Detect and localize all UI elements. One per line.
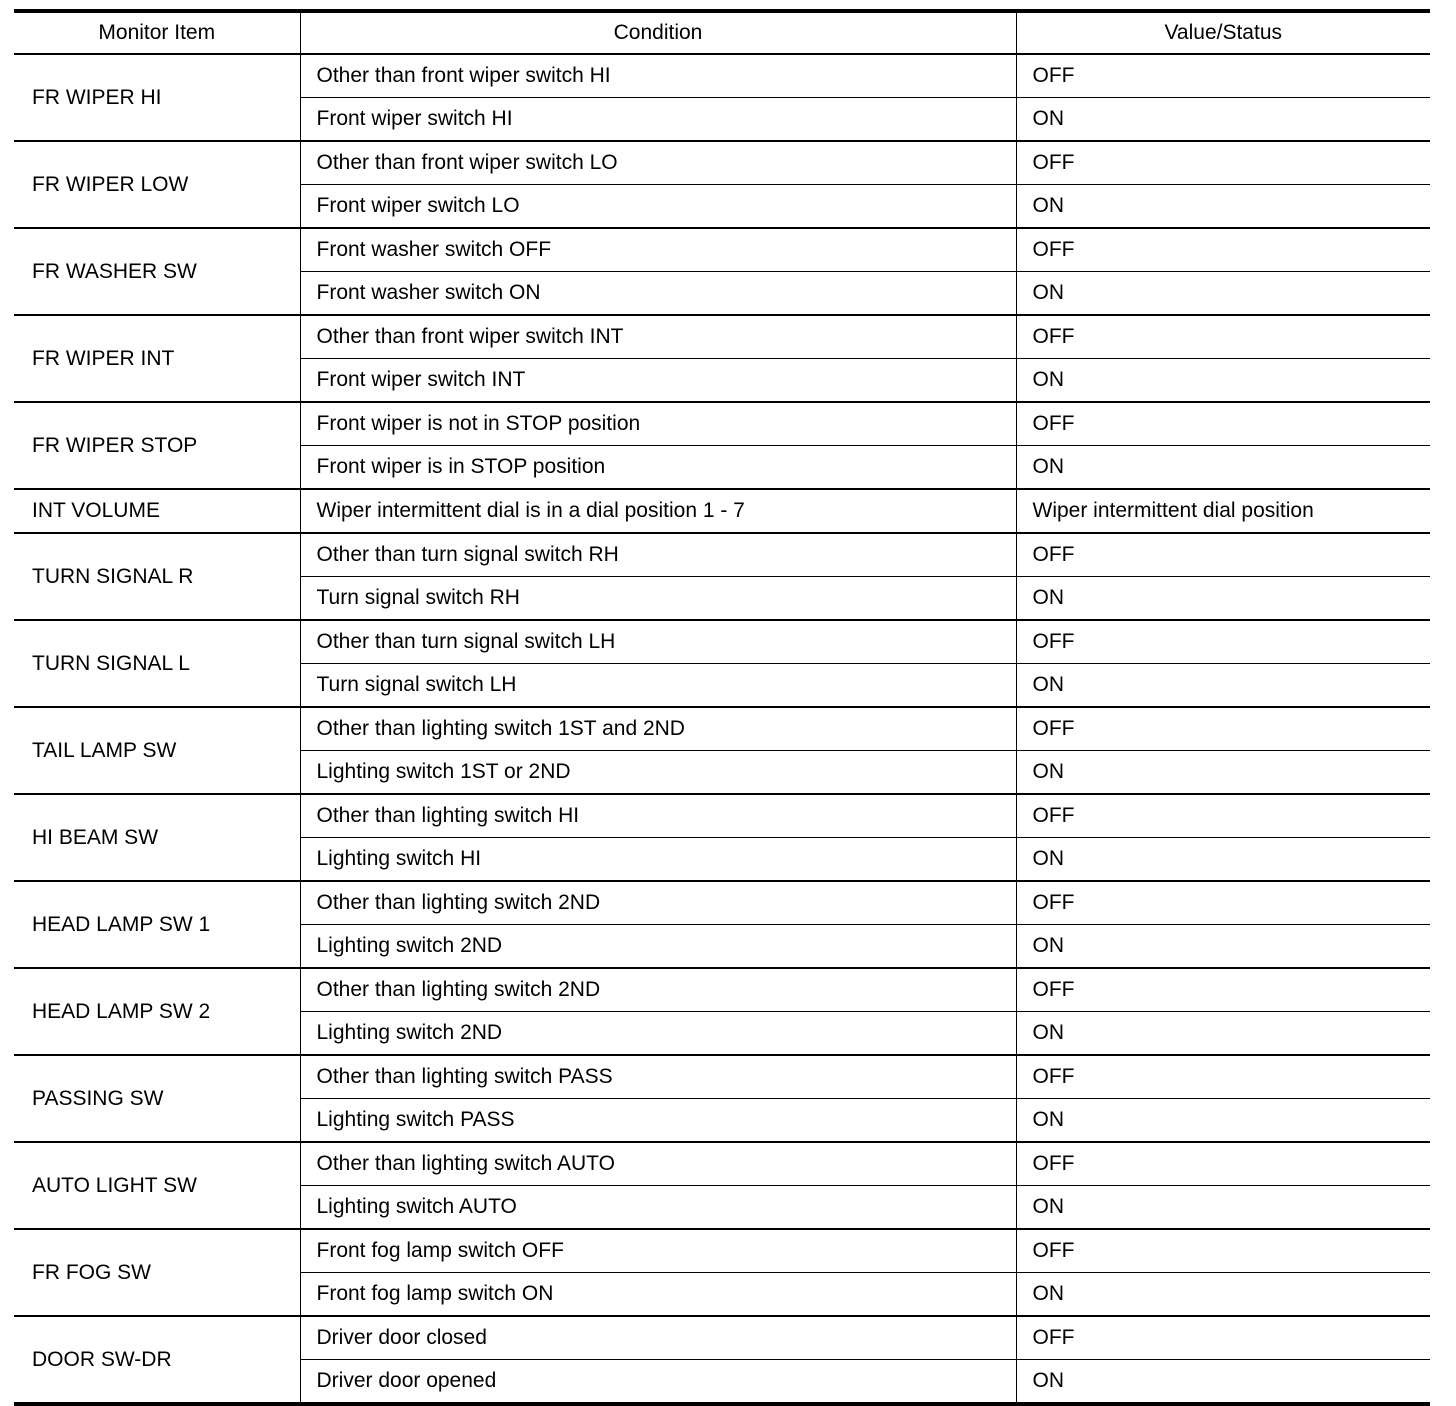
condition-cell: Front fog lamp switch ON <box>300 1273 1016 1317</box>
table-row <box>14 881 1430 925</box>
monitor-item-table <box>14 9 1430 1406</box>
table-header <box>14 11 1430 54</box>
value-status-cell: ON <box>1016 838 1430 882</box>
condition-cell: Other than front wiper switch LO <box>300 141 1016 185</box>
value-status-cell: ON <box>1016 664 1430 708</box>
table-row <box>14 1055 1430 1099</box>
header-row <box>14 11 1430 54</box>
value-status-cell: OFF <box>1016 141 1430 185</box>
table-row <box>14 620 1430 664</box>
table-body <box>14 54 1430 1404</box>
condition-cell: Front washer switch OFF <box>300 228 1016 272</box>
table-row <box>14 54 1430 98</box>
condition-cell: Lighting switch PASS <box>300 1099 1016 1143</box>
condition-cell: Lighting switch 2ND <box>300 925 1016 969</box>
condition-cell: Front washer switch ON <box>300 272 1016 316</box>
condition-cell: Front wiper is in STOP position <box>300 446 1016 490</box>
value-status-cell: OFF <box>1016 707 1430 751</box>
value-status-cell: OFF <box>1016 1229 1430 1273</box>
condition-cell: Wiper intermittent dial is in a dial position 1 - 7 <box>300 489 1016 533</box>
condition-cell: Front wiper switch INT <box>300 359 1016 403</box>
value-status-cell: OFF <box>1016 620 1430 664</box>
value-status-cell: OFF <box>1016 1055 1430 1099</box>
value-status-cell: ON <box>1016 185 1430 229</box>
condition-cell: Lighting switch 2ND <box>300 1012 1016 1056</box>
table-row <box>14 1316 1430 1360</box>
condition-cell: Other than lighting switch 2ND <box>300 881 1016 925</box>
value-status-cell: ON <box>1016 751 1430 795</box>
value-status-cell: ON <box>1016 1360 1430 1405</box>
condition-cell: Other than turn signal switch LH <box>300 620 1016 664</box>
condition-cell: Front wiper is not in STOP position <box>300 402 1016 446</box>
monitor-item-cell: TURN SIGNAL R <box>14 533 300 620</box>
table-row <box>14 402 1430 446</box>
monitor-item-cell: FR WIPER STOP <box>14 402 300 489</box>
header-condition: Condition <box>300 11 1016 54</box>
condition-cell: Other than turn signal switch RH <box>300 533 1016 577</box>
table-row <box>14 1229 1430 1273</box>
monitor-item-cell: HEAD LAMP SW 2 <box>14 968 300 1055</box>
monitor-item-cell: FR WIPER LOW <box>14 141 300 228</box>
value-status-cell: ON <box>1016 925 1430 969</box>
monitor-item-cell: HI BEAM SW <box>14 794 300 881</box>
value-status-cell: OFF <box>1016 794 1430 838</box>
table-row <box>14 1142 1430 1186</box>
condition-cell: Other than lighting switch 1ST and 2ND <box>300 707 1016 751</box>
table-row <box>14 228 1430 272</box>
condition-cell: Front wiper switch LO <box>300 185 1016 229</box>
condition-cell: Front fog lamp switch OFF <box>300 1229 1016 1273</box>
value-status-cell: ON <box>1016 577 1430 621</box>
monitor-item-cell: AUTO LIGHT SW <box>14 1142 300 1229</box>
monitor-item-cell: HEAD LAMP SW 1 <box>14 881 300 968</box>
value-status-cell: ON <box>1016 1099 1430 1143</box>
monitor-item-cell: FR FOG SW <box>14 1229 300 1316</box>
value-status-cell: ON <box>1016 98 1430 142</box>
monitor-item-cell: TURN SIGNAL L <box>14 620 300 707</box>
condition-cell: Other than lighting switch AUTO <box>300 1142 1016 1186</box>
condition-cell: Turn signal switch LH <box>300 664 1016 708</box>
value-status-cell: OFF <box>1016 968 1430 1012</box>
value-status-cell: OFF <box>1016 402 1430 446</box>
header-value-status: Value/Status <box>1016 11 1430 54</box>
table-row <box>14 968 1430 1012</box>
value-status-cell: ON <box>1016 446 1430 490</box>
monitor-item-cell: FR WIPER INT <box>14 315 300 402</box>
table-row <box>14 141 1430 185</box>
value-status-cell: OFF <box>1016 54 1430 98</box>
condition-cell: Lighting switch HI <box>300 838 1016 882</box>
condition-cell: Front wiper switch HI <box>300 98 1016 142</box>
value-status-cell: OFF <box>1016 228 1430 272</box>
value-status-cell: Wiper intermittent dial position <box>1016 489 1430 533</box>
condition-cell: Driver door opened <box>300 1360 1016 1405</box>
value-status-cell: OFF <box>1016 1316 1430 1360</box>
table-row <box>14 489 1430 533</box>
monitor-item-cell: FR WASHER SW <box>14 228 300 315</box>
value-status-cell: ON <box>1016 1012 1430 1056</box>
condition-cell: Turn signal switch RH <box>300 577 1016 621</box>
value-status-cell: ON <box>1016 359 1430 403</box>
condition-cell: Other than lighting switch 2ND <box>300 968 1016 1012</box>
condition-cell: Lighting switch AUTO <box>300 1186 1016 1230</box>
monitor-item-cell: DOOR SW-DR <box>14 1316 300 1404</box>
table-row <box>14 707 1430 751</box>
value-status-cell: OFF <box>1016 315 1430 359</box>
header-monitor-item: Monitor Item <box>14 11 300 54</box>
value-status-cell: OFF <box>1016 1142 1430 1186</box>
monitor-item-cell: FR WIPER HI <box>32 85 162 109</box>
condition-cell: Other than lighting switch HI <box>300 794 1016 838</box>
condition-cell: Driver door closed <box>300 1316 1016 1360</box>
table-row <box>14 794 1430 838</box>
condition-cell: Other than lighting switch PASS <box>300 1055 1016 1099</box>
value-status-cell: OFF <box>1016 881 1430 925</box>
condition-cell: Other than front wiper switch INT <box>300 315 1016 359</box>
value-status-cell: OFF <box>1016 533 1430 577</box>
value-status-cell: ON <box>1016 1186 1430 1230</box>
table-row <box>14 315 1430 359</box>
monitor-item-cell: PASSING SW <box>14 1055 300 1142</box>
value-status-cell: ON <box>1016 1273 1430 1317</box>
condition-cell: Other than front wiper switch HI <box>300 54 1016 98</box>
condition-cell: Lighting switch 1ST or 2ND <box>300 751 1016 795</box>
table-row <box>14 533 1430 577</box>
monitor-item-cell: INT VOLUME <box>14 489 300 533</box>
monitor-item-cell: TAIL LAMP SW <box>14 707 300 794</box>
value-status-cell: ON <box>1016 272 1430 316</box>
